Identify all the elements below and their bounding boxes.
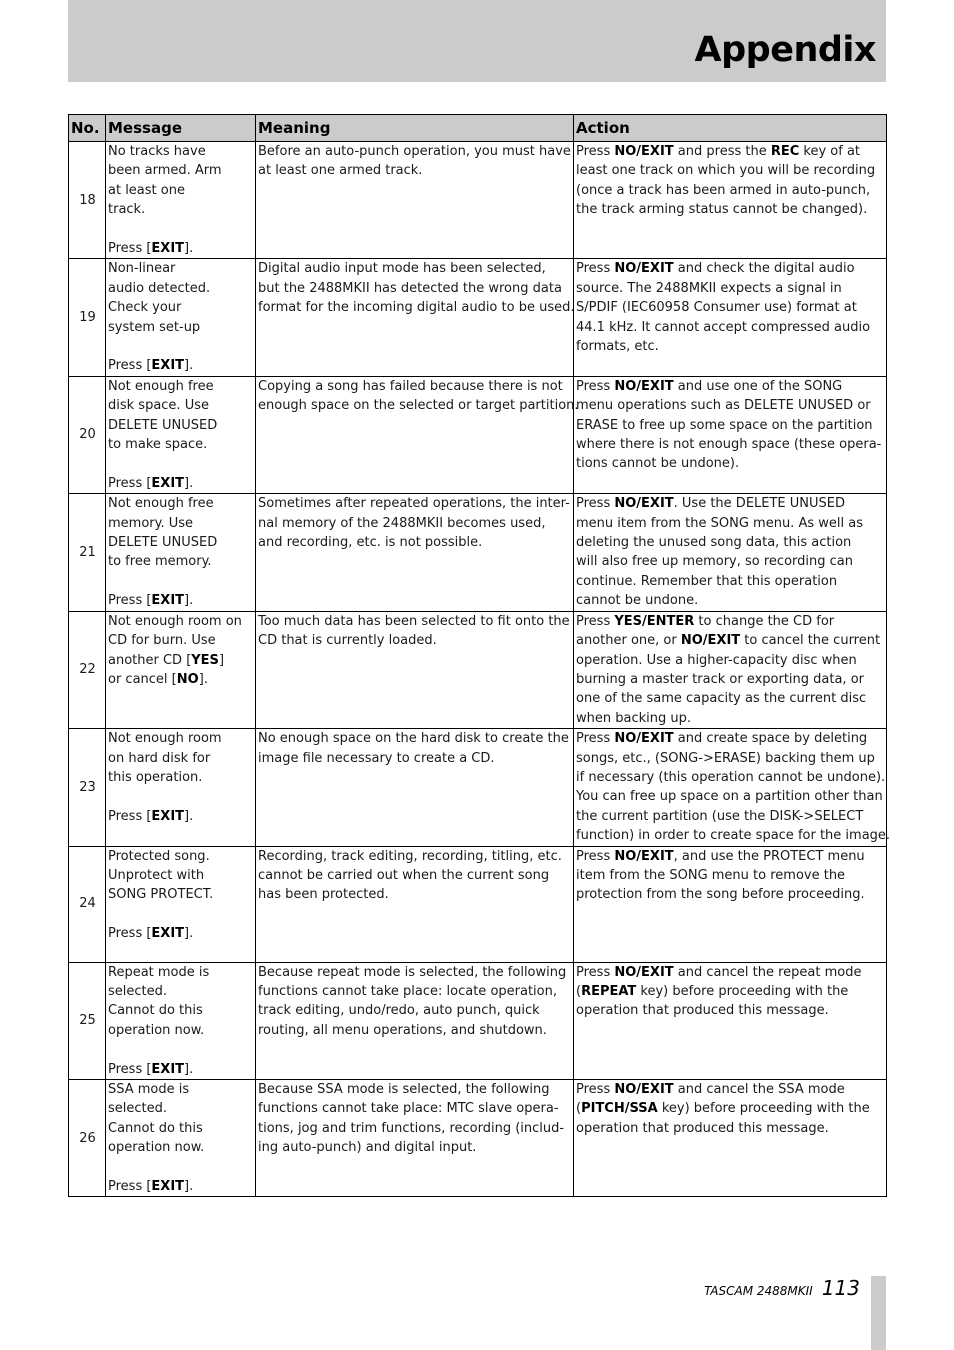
- message-line: another CD [YES]: [108, 652, 225, 668]
- message-line: SONG PROTECT.: [108, 887, 214, 903]
- row-number: 19: [69, 259, 106, 376]
- row-action: [574, 846, 887, 962]
- message-line: [108, 1158, 254, 1177]
- action-line: Press NO/EXIT and cancel the repeat mode: [576, 964, 862, 980]
- row-meaning: [256, 494, 574, 611]
- row-number: 21: [69, 494, 106, 611]
- action-line: function) in order to create space for the image.: [576, 828, 891, 844]
- action-line: another one, or NO/EXIT to cancel the current: [576, 633, 881, 649]
- row-meaning: [256, 611, 574, 728]
- message-line: Cannot do this: [108, 1120, 203, 1136]
- action-line: where there is not enough space (these opera-: [576, 437, 882, 453]
- row-meaning: [256, 142, 574, 259]
- page-number: 113: [821, 1276, 860, 1300]
- row-message: [106, 1080, 256, 1197]
- action-line: cannot be undone.: [576, 593, 699, 609]
- message-line: operation now.: [108, 1022, 205, 1038]
- action-line: menu item from the SONG menu. As well as: [576, 515, 863, 531]
- action-line: Press NO/EXIT and press the REC key of at: [576, 144, 861, 159]
- message-line: to make space.: [108, 437, 208, 453]
- message-line: Repeat mode is: [108, 964, 210, 980]
- table-row: [69, 142, 887, 259]
- message-line: track.: [108, 202, 146, 218]
- meaning-line: nal memory of the 2488MKII becomes used,: [258, 515, 546, 531]
- row-message: [106, 376, 256, 493]
- meaning-line: has been protected.: [258, 887, 389, 903]
- action-line: (REPEAT key) before proceeding with the: [576, 983, 849, 999]
- message-line: Not enough room on: [108, 613, 242, 629]
- action-line: source. The 2488MKII expects a signal in: [576, 280, 842, 296]
- message-line: been armed. Arm: [108, 163, 222, 179]
- message-line: audio detected.: [108, 280, 211, 296]
- message-line: system set-up: [108, 319, 201, 335]
- table-body: [69, 142, 891, 1197]
- message-line: to free memory.: [108, 554, 212, 570]
- message-line: Press [EXIT].: [108, 475, 194, 491]
- row-meaning: [256, 1080, 574, 1197]
- row-action: [574, 494, 887, 611]
- meaning-line: but the 2488MKII has detected the wrong data: [258, 280, 562, 296]
- column-header-message: Message: [106, 115, 256, 142]
- row-meaning: [256, 846, 574, 962]
- message-line: on hard disk for: [108, 750, 211, 766]
- message-line: Not enough room: [108, 731, 222, 747]
- action-line: if necessary (this operation cannot be undone).: [576, 769, 886, 785]
- row-number: 26: [69, 1080, 106, 1197]
- message-line: memory. Use: [108, 515, 194, 531]
- action-line: will also free up memory, so recording can: [576, 554, 853, 570]
- meaning-line: cannot be carried out when the current song: [258, 867, 550, 883]
- message-line: [108, 787, 254, 806]
- table-row: [69, 1080, 887, 1197]
- action-line: (PITCH/SSA key) before proceeding with the: [576, 1101, 870, 1117]
- message-line: Press [EXIT].: [108, 1061, 194, 1077]
- action-line: least one track on which you will be recording: [576, 163, 876, 179]
- row-number: 20: [69, 376, 106, 493]
- message-line: Press [EXIT].: [108, 926, 194, 942]
- message-line: at least one: [108, 182, 185, 198]
- row-message: [106, 962, 256, 1079]
- row-meaning: [256, 259, 574, 376]
- row-action: [574, 259, 887, 376]
- row-message: [106, 846, 256, 962]
- meaning-line: at least one armed track.: [258, 163, 423, 179]
- action-line: deleting the unused song data, this action: [576, 535, 852, 551]
- row-number: 18: [69, 142, 106, 259]
- message-line: Protected song.: [108, 848, 210, 864]
- message-line: Press [EXIT].: [108, 241, 194, 257]
- action-line: burning a master track or exporting data, or: [576, 671, 864, 687]
- message-line: Cannot do this: [108, 1003, 203, 1019]
- message-line: this operation.: [108, 769, 203, 785]
- footer-model: TASCAM 2488MKII: [704, 1284, 813, 1298]
- action-line: songs, etc., (SONG->ERASE) backing them up: [576, 750, 875, 766]
- meaning-line: CD that is currently loaded.: [258, 633, 437, 649]
- action-line: tions cannot be undone).: [576, 456, 740, 472]
- message-line: Press [EXIT].: [108, 808, 194, 824]
- meaning-line: tions, jog and trim functions, recording (includ-: [258, 1120, 565, 1136]
- message-line: DELETE UNUSED: [108, 417, 218, 433]
- action-line: Press YES/ENTER to change the CD for: [576, 613, 835, 629]
- meaning-line: Copying a song has failed because there is not: [258, 378, 563, 394]
- meaning-line: ing auto-punch) and digital input.: [258, 1140, 477, 1156]
- message-line: Press [EXIT].: [108, 358, 194, 374]
- row-number: 23: [69, 729, 106, 846]
- meaning-line: Before an auto-punch operation, you must have: [258, 144, 571, 159]
- meaning-line: enough space on the selected or target partition.: [258, 398, 579, 414]
- message-line: Not enough free: [108, 378, 214, 394]
- message-line: DELETE UNUSED: [108, 535, 218, 551]
- row-action: [574, 376, 887, 493]
- message-line: selected.: [108, 1101, 168, 1117]
- table-row: [69, 376, 887, 493]
- row-action: [574, 729, 891, 846]
- table-row: [69, 962, 887, 1079]
- row-meaning: [256, 962, 574, 1079]
- meaning-line: functions cannot take place: locate operation,: [258, 983, 557, 999]
- message-line: Press [EXIT].: [108, 1179, 194, 1195]
- message-line: [108, 905, 254, 924]
- message-line: disk space. Use: [108, 398, 209, 414]
- action-line: when backing up.: [576, 710, 691, 726]
- meaning-line: routing, all menu operations, and shutdown.: [258, 1022, 547, 1038]
- row-message: [106, 259, 256, 376]
- action-line: Press NO/EXIT and use one of the SONG: [576, 378, 843, 394]
- action-line: operation that produced this message.: [576, 1003, 829, 1019]
- row-number: 25: [69, 962, 106, 1079]
- table-row: [69, 494, 887, 611]
- action-line: ERASE to free up some space on the partition: [576, 417, 873, 433]
- column-header-no: No.: [69, 115, 106, 142]
- table-header-row: [69, 115, 887, 142]
- meaning-line: and recording, etc. is not possible.: [258, 535, 483, 551]
- row-message: [106, 729, 256, 846]
- header-band: [68, 0, 886, 82]
- message-line: [108, 220, 254, 239]
- message-line: No tracks have: [108, 144, 206, 159]
- message-line: Press [EXIT].: [108, 593, 194, 609]
- row-message: [106, 142, 256, 259]
- column-header-action: Action: [574, 115, 887, 142]
- message-line: Not enough free: [108, 496, 214, 512]
- row-number: 24: [69, 846, 106, 962]
- action-line: formats, etc.: [576, 339, 659, 355]
- action-line: continue. Remember that this operation: [576, 573, 838, 589]
- row-action: [574, 142, 887, 259]
- table-row: [69, 846, 887, 962]
- row-message: [106, 494, 256, 611]
- message-line: Non-linear: [108, 261, 176, 277]
- row-number: 22: [69, 611, 106, 728]
- action-line: the track arming status cannot be changed).: [576, 202, 868, 218]
- meaning-line: functions cannot take place: MTC slave opera-: [258, 1101, 559, 1117]
- page-footer: [704, 1276, 860, 1300]
- meaning-line: Because SSA mode is selected, the following: [258, 1082, 550, 1097]
- row-meaning: [256, 729, 574, 846]
- column-header-meaning: Meaning: [256, 115, 574, 142]
- action-line: one of the same capacity as the current disc: [576, 691, 867, 707]
- message-line: CD for burn. Use: [108, 633, 216, 649]
- action-line: Press NO/EXIT and create space by deleting: [576, 731, 868, 747]
- table-row: [69, 729, 887, 846]
- row-message: [106, 611, 256, 728]
- meaning-line: track editing, undo/redo, auto punch, quick: [258, 1003, 540, 1019]
- error-message-table: [68, 114, 891, 1197]
- meaning-line: No enough space on the hard disk to create the: [258, 731, 569, 747]
- message-line: Unprotect with: [108, 867, 205, 883]
- side-tab: [871, 1276, 886, 1350]
- message-line: SSA mode is: [108, 1082, 190, 1097]
- action-line: Press NO/EXIT and cancel the SSA mode: [576, 1082, 845, 1097]
- table-row: [69, 611, 887, 728]
- meaning-line: image file necessary to create a CD.: [258, 750, 495, 766]
- meaning-line: Recording, track editing, recording, titling, etc.: [258, 848, 562, 864]
- action-line: protection from the song before proceeding.: [576, 887, 865, 903]
- action-line: the current partition (use the DISK->SELECT: [576, 808, 864, 824]
- page-title: Appendix: [694, 30, 876, 70]
- action-line: Press NO/EXIT and check the digital audio: [576, 261, 855, 277]
- action-line: You can free up space on a partition other than: [576, 789, 883, 805]
- action-line: S/PDIF (IEC60958 Consumer use) format at: [576, 300, 857, 316]
- action-line: 44.1 kHz. It cannot accept compressed audio: [576, 319, 871, 335]
- row-action: [574, 962, 887, 1079]
- message-line: operation now.: [108, 1140, 205, 1156]
- action-line: operation. Use a higher-capacity disc when: [576, 652, 857, 668]
- action-line: operation that produced this message.: [576, 1120, 829, 1136]
- meaning-line: Too much data has been selected to fit onto the: [258, 613, 570, 629]
- action-line: item from the SONG menu to remove the: [576, 867, 846, 883]
- row-meaning: [256, 376, 579, 493]
- action-line: (once a track has been armed in auto-punch,: [576, 182, 871, 198]
- action-line: menu operations such as DELETE UNUSED or: [576, 398, 871, 414]
- action-line: Press NO/EXIT, and use the PROTECT menu: [576, 848, 865, 864]
- message-line: [108, 337, 254, 356]
- row-action: [574, 1080, 887, 1197]
- message-line: [108, 454, 254, 473]
- message-line: or cancel [NO].: [108, 671, 208, 687]
- meaning-line: Digital audio input mode has been selected,: [258, 261, 546, 277]
- message-line: [108, 572, 254, 591]
- message-line: Check your: [108, 300, 182, 316]
- meaning-line: Because repeat mode is selected, the following: [258, 964, 567, 980]
- message-line: [108, 1040, 254, 1059]
- row-action: [574, 611, 887, 728]
- table-row: [69, 259, 887, 376]
- meaning-line: format for the incoming digital audio to be used.: [258, 300, 575, 316]
- meaning-line: Sometimes after repeated operations, the inter-: [258, 496, 570, 512]
- action-line: Press NO/EXIT. Use the DELETE UNUSED: [576, 496, 846, 512]
- message-line: selected.: [108, 983, 168, 999]
